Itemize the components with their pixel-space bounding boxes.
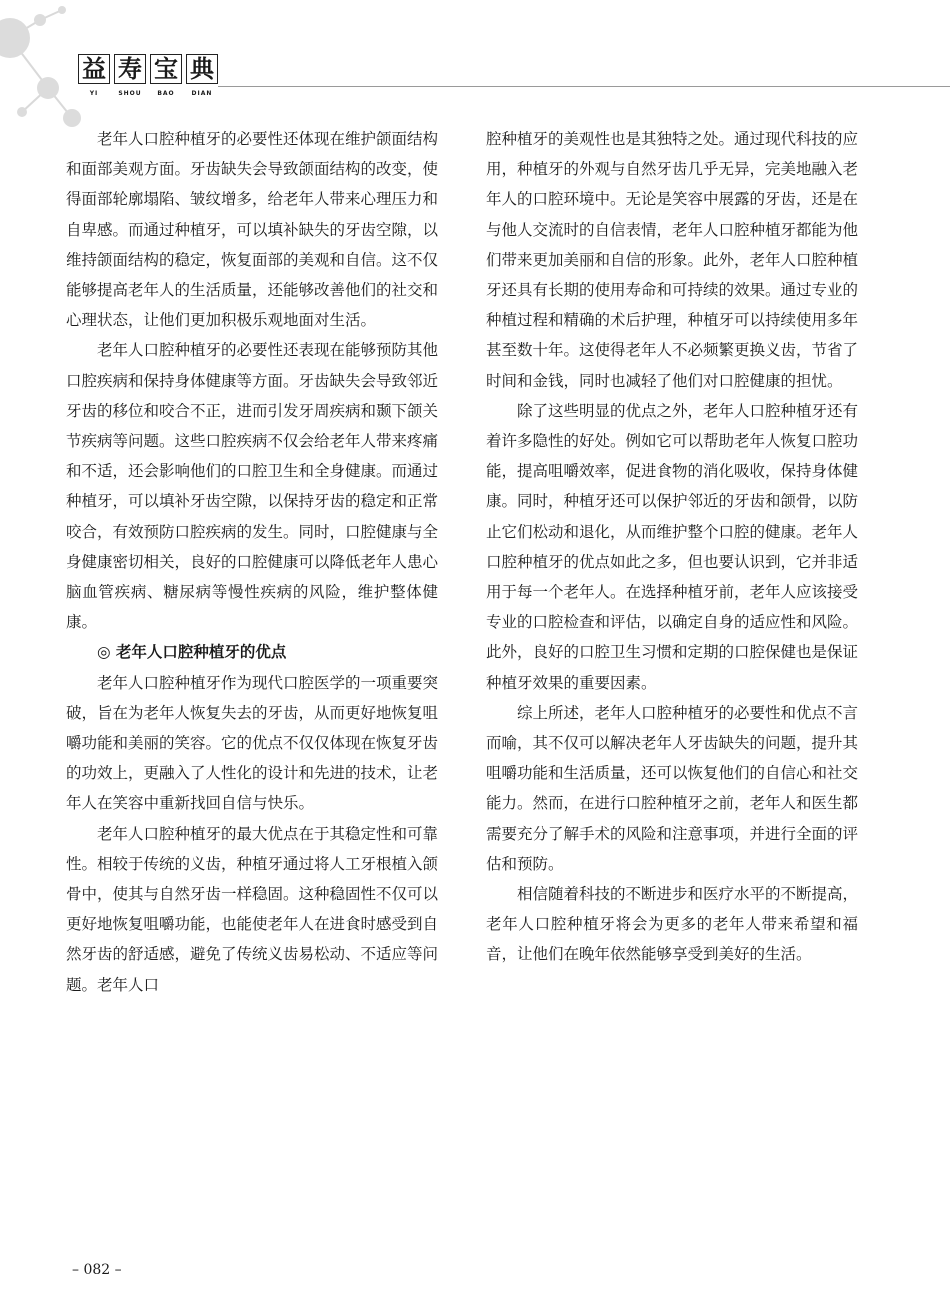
paragraph: 相信随着科技的不断进步和医疗水平的不断提高，老年人口腔种植牙将会为更多的老年人带来希望和福音，让他们在晚年依然能够享受到美好的生活。 <box>486 885 859 964</box>
title-char-3: 宝 <box>150 54 182 84</box>
paragraph: 除了这些明显的优点之外，老年人口腔种植牙还有着许多隐性的好处。例如它可以帮助老年人恢复口腔功能，提高咀嚼效率，促进食物的消化吸收，保持身体健康。同时，种植牙还可以保护邻近的牙齿和颌骨，以防止它们松动和退化，从而维护整个口腔的健康。老年人口腔种植牙的优点如此之多，但也要认识到，它并非适用于每一个老年人。在选择种植牙前，老年人应该接受专业的口腔检查和评估，以确定自身的适应性和风险。此外，良好的口腔卫生习惯和定期的口腔保健也是保证种植牙效果的重要因素。 <box>486 401 859 692</box>
pinyin-1: YI <box>89 90 99 97</box>
header-pinyin <box>78 90 218 97</box>
page-number: – 082 – <box>72 1262 122 1278</box>
header-rule <box>218 86 950 87</box>
pinyin-2: SHOU <box>118 90 142 97</box>
paragraph: 综上所述，老年人口腔种植牙的必要性和优点不言而喻，其不仅可以解决老年人牙齿缺失的问题，提升其咀嚼功能和生活质量，还可以恢复他们的自信心和社交能力。然而，在进行口腔种植牙之前，老年人和医生都需要充分了解手术的风险和注意事项，并进行全面的评估和预防。 <box>486 703 859 873</box>
magazine-header <box>78 54 218 97</box>
pinyin-3: BAO <box>157 90 175 97</box>
paragraph: 老年人口腔种植牙的最大优点在于其稳定性和可靠性。相较于传统的义齿，种植牙通过将人工牙根植入颌骨中，使其与自然牙齿一样稳固。这种稳固性不仅可以更好地恢复咀嚼功能，也能使老年人在进食时感受到自然牙齿的舒适感，避免了传统义齿易松动、不适应等问题。老年人口 <box>66 824 439 994</box>
paragraph-continued: 腔种植牙的美观性也是其独特之处。通过现代科技的应用，种植牙的外观与自然牙齿几乎无异，完美地融入老年人的口腔环境中。无论是笑容中展露的牙齿，还是在与他人交流时的自信表情，老年人口腔种植牙都能为他们带来更加美丽和自信的形象。此外，老年人口腔种植牙还具有长期的使用寿命和可持续的效果。通过专业的种植过程和精确的术后护理，种植牙可以持续使用多年甚至数十年。这使得老年人不必频繁更换义齿，节省了时间和金钱，同时也减轻了他们对口腔健康的担忧。 <box>486 130 859 390</box>
right-column <box>486 124 858 970</box>
title-char-2: 寿 <box>114 54 146 84</box>
paragraph: 老年人口腔种植牙的必要性还体现在维护颌面结构和面部美观方面。牙齿缺失会导致颌面结构的改变，使得面部轮廓塌陷、皱纹增多，给老年人带来心理压力和自卑感。而通过种植牙，可以填补缺失的牙齿空隙，以维持颌面结构的稳定，恢复面部的美观和自信。这不仅能够提高老年人的生活质量，还能够改善他们的社交和心理状态，让他们更加积极乐观地面对生活。 <box>66 130 439 330</box>
pinyin-4: DIAN <box>191 90 213 97</box>
title-char-4: 典 <box>186 54 218 84</box>
title-char-1: 益 <box>78 54 110 84</box>
header-title <box>78 54 218 84</box>
paragraph: 老年人口腔种植牙的必要性还表现在能够预防其他口腔疾病和保持身体健康等方面。牙齿缺失会导致邻近牙齿的移位和咬合不正，进而引发牙周疾病和颞下颌关节疾病等问题。这些口腔疾病不仅会给老年人带来疼痛和不适，还会影响他们的口腔卫生和全身健康。而通过种植牙，可以填补牙齿空隙，以保持牙齿的稳定和正常咬合，有效预防口腔疾病的发生。同时，口腔健康与全身健康密切相关，良好的口腔健康可以降低老年人患心脑血管疾病、糖尿病等慢性疾病的风险，维护整体健康。 <box>66 341 439 632</box>
section-heading: ◎ 老年人口腔种植牙的优点 <box>97 643 287 662</box>
paragraph: 老年人口腔种植牙作为现代口腔医学的一项重要突破，旨在为老年人恢复失去的牙齿，从而更好地恢复咀嚼功能和美丽的笑容。它的优点不仅仅体现在恢复牙齿的功效上，更融入了人性化的设计和先进的技术，让老年人在笑容中重新找回自信与快乐。 <box>66 673 439 813</box>
left-column <box>66 124 438 1000</box>
